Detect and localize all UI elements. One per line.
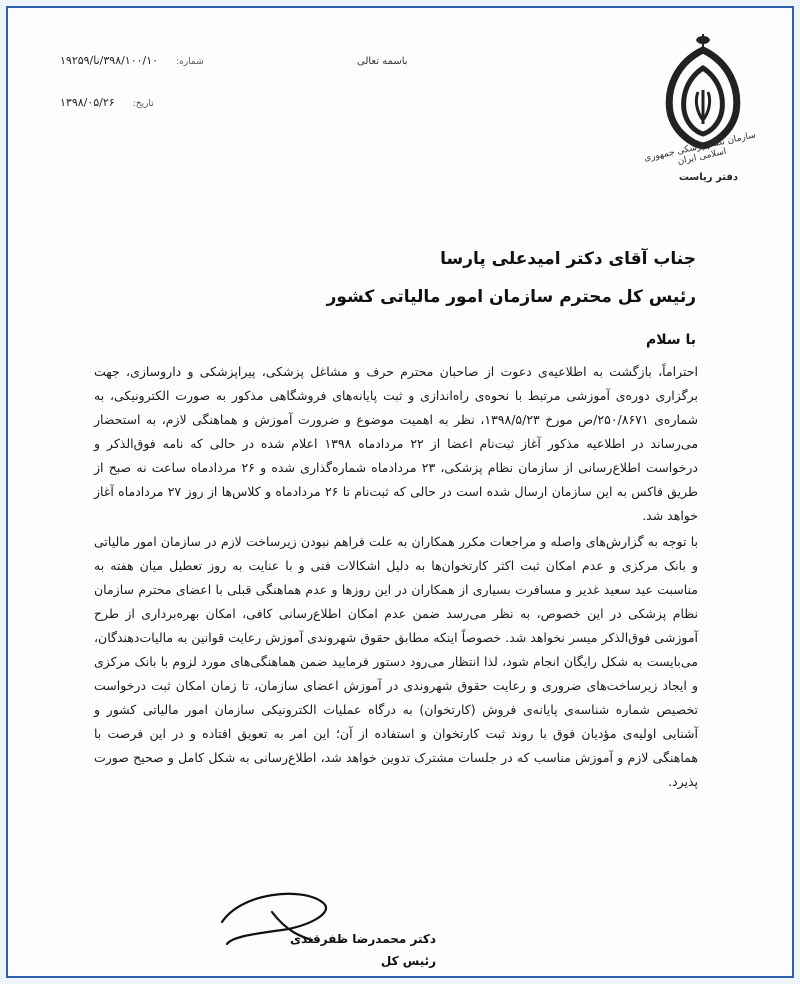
office-name: دفتر ریاست: [678, 172, 738, 183]
greeting: با سلام: [645, 332, 696, 348]
letter-date-label: تاریخ:: [132, 99, 154, 109]
letter-body: [94, 360, 698, 796]
recipient-block: [327, 240, 696, 316]
recipient-title: رئیس کل محترم سازمان امور مالیاتی کشور: [326, 287, 696, 307]
letter-date-value: ۱۳۹۸/۰۵/۲۶: [60, 96, 115, 109]
letter-number-value: ۳۹۸/۱۰۰/۱۰/نا/۱۹۲۵۹: [60, 54, 159, 67]
letter-number-label: شماره:: [176, 57, 204, 67]
body-paragraph-1: احتراماً، بازگشت به اطلاعیه‌ی دعوت از صاحبان محترم حرف و مشاغل پزشکی، پیراپزشکی و داروسازی، جهت برگزاری دوره‌ی آموزشی مرتبط با نحوه‌ی راه‌اندازی و ثبت پایانه‌های فروشگاهی مذکور به صورت الکترونیکی، به شماره‌ی ۲۵۰/۸۶۷۱/ص مورخ ۱۳۹۸/۵/۲۳، نظر به اهمیت موضوع و ضرورت آموزش و هماهنگی لازم، به استحضار می‌رساند در اطلاعیه مذکور آغاز ثبت‌نام اعضا از ۲۲ مردادماه ۱۳۹۸ اعلام شده در حالی که نامه فوق‌الذکر و درخواست اطلاع‌رسانی از سازمان نظام پزشکی، ۲۳ مردادماه شماره‌گذاری شده و ۲۶ مردادماه ساعت نه صبح از طریق فاکس به این سازمان ارسال شده است در حالی که ثبت‌نام تا ۲۶ مردادماه و کلاس‌ها از روز ۲۷ مردادماه آغاز خواهد شد.: [94, 364, 699, 523]
basmala: باسمه تعالی: [357, 56, 408, 67]
letter-number: [60, 54, 204, 67]
org-name: سازمان نظام پزشکی جمهوری اسلامی ایران: [643, 130, 757, 167]
signer-name: دکتر محمدرضا ظفرقندی: [290, 932, 437, 946]
signer-title: رئیس کل: [380, 954, 437, 968]
body-paragraph-2: با توجه به گزارش‌های واصله و مراجعات مکرر همکاران به علت فراهم نبودن زیرساخت لازم در سازمان امور مالیاتی و بانک مرکزی و عدم امکان ثبت اکثر کارتخوان‌ها به دلیل اشکالات فنی و با عنایت به روز تعطیل میان هفته به مناسبت عید سعید غدیر و مسافرت بسیاری از همکاران در این روزها و عدم هماهنگی قبلی با اعضای محترم سازمان نظام پزشکی در این خصوص، به نظر می‌رسد ضمن عدم امکان اطلاع‌رسانی کافی، امکان بهره‌برداری از طرح آموزشی فوق‌الذکر میسر نخواهد شد. خصوصاً اینکه مطابق حقوق شهروندی آموزش رعایت قوانین به مالیات‌دهندگان، می‌بایست به شکل رایگان انجام شود، لذا انتظار می‌رود دستور فرمایید ضمن هماهنگی‌های مورد لزوم با بانک مرکزی و ایجاد زیرساخت‌های ضروری و رعایت حقوق شهروندی در آموزش اعضای سازمان، تا زمان امکان ثبت درخواست تخصیص شماره شناسه‌ی پایانه‌ی فروش (کارتخوان) به درگاه عملیات الکترونیکی سازمان امور مالیاتی کشور و آشنایی اولیه‌ی مؤدیان فوق با روند ثبت کارتخوان و استفاده از آن؛ این امر به تعویق افتاده و در این فرصت با هماهنگی لازم و آموزش مناسب که در جلسات مشترک تدوین خواهد شد، اطلاع‌رسانی به شکل کامل و صحیح صورت پذیرد.: [94, 534, 698, 789]
signer-block: [290, 928, 436, 972]
recipient-name: جناب آقای دکتر امیدعلی پارسا: [440, 249, 696, 269]
letter-page: [12, 12, 788, 972]
letter-date: [60, 96, 154, 109]
